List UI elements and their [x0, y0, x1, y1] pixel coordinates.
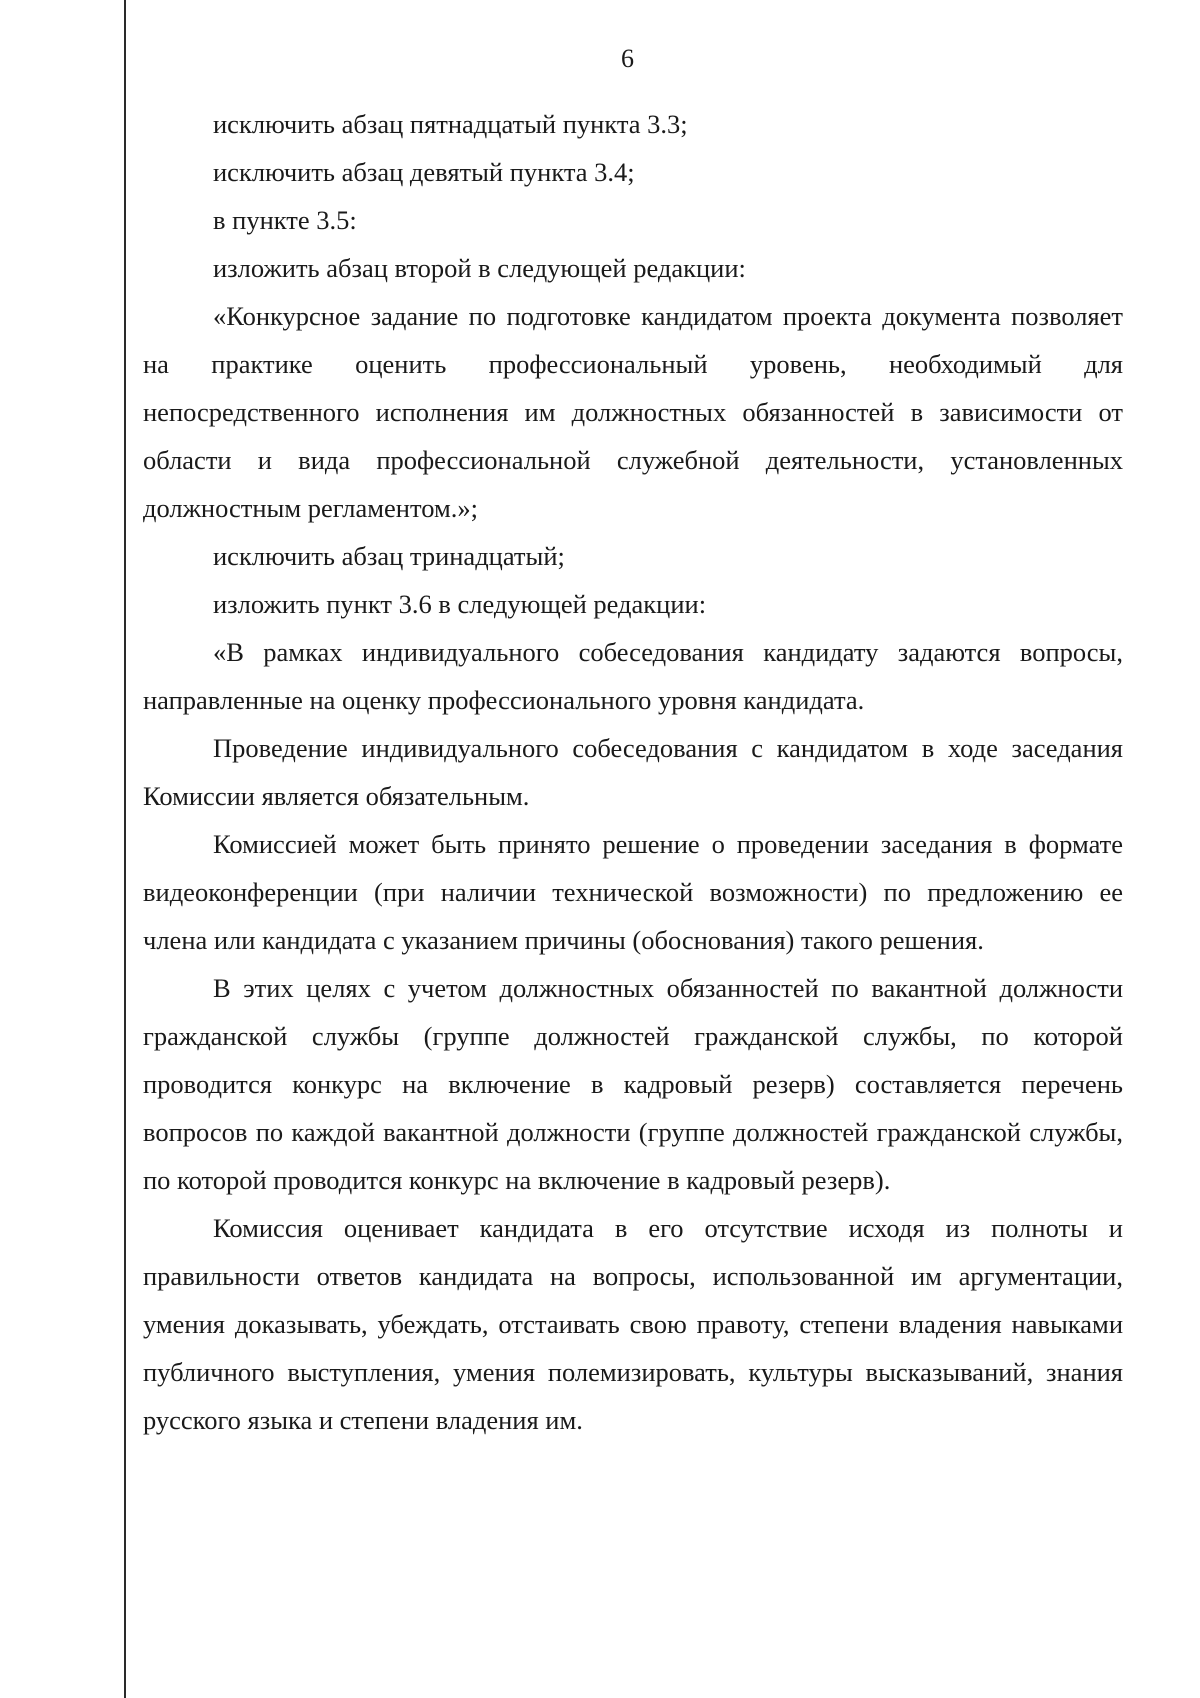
paragraph: в пункте 3.5: [213, 205, 357, 235]
paragraph: Проведение индивидуального собеседования с кандидатом в ходе заседания Комиссии является обязательным. [143, 733, 1123, 811]
paragraph: исключить абзац тринадцатый; [213, 541, 565, 571]
page-number: 6 [621, 44, 634, 73]
paragraph: изложить абзац второй в следующей редакции: [213, 253, 746, 283]
paragraph: исключить абзац девятый пункта 3.4; [213, 157, 635, 187]
paragraph: изложить пункт 3.6 в следующей редакции: [213, 589, 707, 619]
paragraph: «В рамках индивидуального собеседования кандидату задаются вопросы, направленные на оценку профессионального уровня кандидата. [143, 637, 1123, 715]
paragraph: «Конкурсное задание по подготовке кандидатом проекта документа позволяет на практике оценить профессиональный уровень, необходимый для непосредственного исполнения им должностных обязанностей в зависимости от области и вида профессиональной служебной деятельности, установленных должностным регламентом.»; [143, 301, 1123, 523]
document-body [143, 100, 1123, 1444]
paragraph: В этих целях с учетом должностных обязанностей по вакантной должности гражданской службы (группе должностей гражданской службы, по которой проводится конкурс на включение в кадровый резерв) составляется перечень вопросов по каждой вакантной должности (группе должностей гражданской службы, по которой проводится конкурс на включение в кадровый резерв). [143, 973, 1123, 1195]
paragraph: Комиссией может быть принято решение о проведении заседания в формате видеоконференции (при наличии технической возможности) по предложению ее члена или кандидата с указанием причины (обоснования) такого решения. [143, 829, 1123, 955]
margin-rule [124, 0, 126, 1698]
paragraph: исключить абзац пятнадцатый пункта 3.3; [213, 109, 688, 139]
paragraph: Комиссия оценивает кандидата в его отсутствие исходя из полноты и правильности ответов кандидата на вопросы, использованной им аргументации, умения доказывать, убеждать, отстаивать свою правоту, степени владения навыками публичного выступления, умения полемизировать, культуры высказываний, знания русского языка и степени владения им. [143, 1213, 1123, 1435]
